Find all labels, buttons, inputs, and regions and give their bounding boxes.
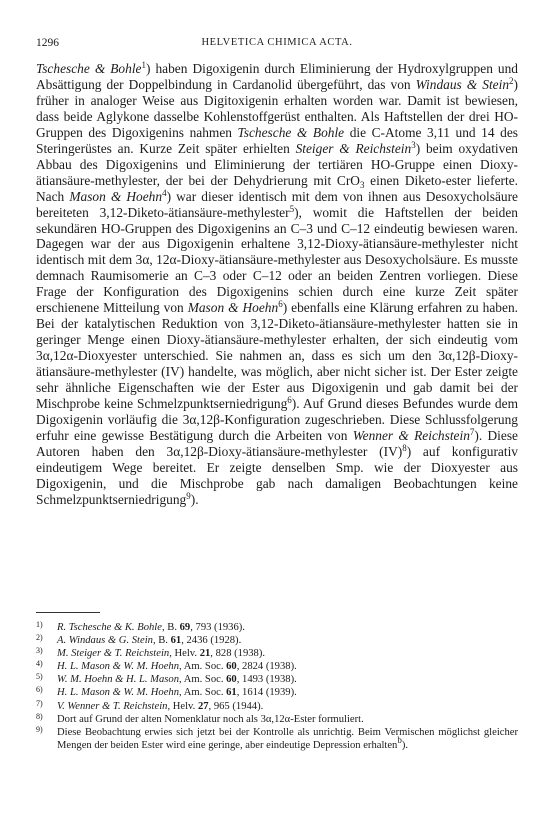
footnote-author: H. L. Mason & W. M. Hoehn [57, 687, 180, 699]
author-names: Steiger & Reichstein [295, 140, 412, 156]
body-text: ) war dieser identisch mit dem von ihnen aus Desoxycholsäure bereiteten 3,12-Diketo-ätiansäure-methylester [36, 188, 518, 220]
body-text: einen Diketo-ester lieferte. Nach [36, 172, 518, 204]
footnote-ref: 6 [287, 395, 292, 406]
footnote-journal: , Am. Soc. [179, 661, 227, 673]
footnote-author: A. Windaus & G. Stein [57, 635, 153, 647]
footnote-pages: , 2824 (1938). [236, 661, 297, 673]
footnote-list [36, 621, 518, 752]
author-names: Tschesche & Bohle [237, 124, 345, 140]
author-names: Windaus & Stein [415, 76, 510, 92]
footnote-journal: , Am. Soc. [179, 674, 227, 686]
footnote-ref: 7 [469, 426, 475, 437]
footnote-volume: 61 [170, 635, 182, 647]
footnote-ref: 4 [162, 187, 167, 198]
footnote-pages: , 793 (1936). [190, 622, 245, 633]
footnote-author: R. Tschesche & K. Bohle [57, 622, 162, 633]
body-text: die C-Atome 3,11 und 14 des Steringerüstes an. Kurze Zeit später erhielten [36, 124, 518, 156]
body-text: ) haben Digoxigenin durch Eliminierung der Hydroxylgruppen und Absättigung der Doppelbindung in Cardanolid übergeführt, das von [36, 61, 518, 92]
footnote-text: ). [401, 739, 409, 751]
footnote-pages: , 965 (1944). [208, 700, 264, 712]
footnote-journal: , Helv. [167, 700, 198, 712]
footnote-journal: , Helv. [169, 648, 200, 660]
body-text: ) auf konfigurativ eindeutigem Wege bereitet. Er zeigte denselben Smp. wie der Dioxyester aus Digoxigenin, und die Mischprobe gab nach damaligen Beobachtungen keine Schmelzpunktserniedrigung [36, 443, 519, 507]
body-text: ). Diese Autoren haben den 3α,12β-Dioxy-ätiansäure-methylester (IV) [36, 427, 518, 459]
footnote-volume: 61 [226, 687, 237, 699]
footnote-item: 3) M. Steiger & T. Reichstein, Helv. 21, 828 (1938). [36, 646, 266, 660]
footnote-volume: 60 [226, 674, 237, 686]
author-names: Tschesche & Bohle [36, 61, 142, 76]
body-paragraph [36, 61, 518, 508]
body-text: ), womit die Haftstellen der beiden sekundären HO-Gruppen des Digoxigenins an C–3 und C–12 eindeutig bewiesen waren. Dagegen war der aus Digoxigenin erhaltene 3,12-Dioxy-ätiansäure-methylester nicht identisch mit dem 3α, 12α-Dioxy-ätiansäure-methylester aus Desoxycholsäure. Es musste demnach Raumisomerie an C–3 oder C–12 oder an beiden Zentren vorliegen. Diese Frage der Konfiguration des Digoxigenins schien durch eine kurze Zeit später erschienene Mitteilung von [36, 204, 518, 316]
footnote-journal: , Am. Soc. [179, 687, 227, 699]
footnote-pages: , 1614 (1939). [236, 687, 297, 699]
footnote-item: 6) H. L. Mason & W. M. Hoehn, Am. Soc. 61, 1614 (1939). [36, 685, 297, 699]
body-text: ). [190, 491, 199, 507]
footnote-item: 2) A. Windaus & G. Stein, B. 61, 2436 (1928). [36, 633, 242, 647]
footnote-volume: 69 [179, 622, 191, 633]
footnote-author: H. L. Mason & W. M. Hoehn [57, 661, 180, 673]
footnote-text: Dort auf Grund der alten Nomenklatur noch als 3α,12α-Ester formuliert. [57, 713, 364, 725]
footnote-item: 4) H. L. Mason & W. M. Hoehn, Am. Soc. 60, 2824 (1938). [36, 659, 297, 673]
footnote-ref: 5 [289, 203, 295, 214]
body-text: ) ebenfalls eine Klärung erfahren zu haben. Bei der katalytischen Reduktion von 3,12-Diketo-ätiansäure-methylester hatten sie in geringer Menge einen Dioxy-ätiansäure-methylester erhalten, der sich eindeutig vom 3α,12α-Dioxyester unterschied. Sie nahmen an, dass es sich um den 3α,12β-Dioxy-ätiansäure-methylester (IV) handelte, was möglich, aber nicht sicher ist. Der Ester zeigte sehr ähnliche Eigenschaften wie der Ester aus Digoxigenin und gab damit bei der Mischprobe keine Schmelzpunktserniedrigung [36, 300, 518, 412]
footnote-item: 7) V. Wenner & T. Reichstein, Helv. 27, 965 (1944). [36, 698, 264, 712]
footnote-volume: 27 [197, 700, 209, 712]
footnote-ref: 6 [278, 299, 283, 310]
page-header [36, 37, 518, 53]
author-names: Wenner & Reichstein [352, 427, 470, 443]
footnote-item: 8) Dort auf Grund der alten Nomenklatur noch als 3α,12α-Ester formuliert. [36, 711, 364, 725]
footnote-ref: 9 [186, 490, 191, 501]
footnote-pages: , 828 (1938). [210, 648, 266, 660]
footnote-author: V. Wenner & T. Reichstein [57, 700, 168, 712]
footnote-ref: 3 [411, 139, 416, 150]
footnote-pages: , 1493 (1938). [236, 674, 297, 686]
author-names: Mason & Hoehn [69, 188, 163, 204]
footnote-ref: 2 [509, 75, 514, 86]
body-text: ) beim oxydativen Abbau des Digoxigenins und Eliminierung der tertiären HO-Gruppe einen Dioxy-ätiansäure-methylester, der bei der Dehydrierung mit CrO [36, 140, 518, 188]
running-head: HELVETICA CHIMICA ACTA. [201, 37, 353, 48]
footnote-journal: , B. [152, 635, 171, 647]
footnote-volume: 21 [199, 648, 211, 660]
footnote-item: 9) Diese Beobachtung erwies sich jetzt bei der Kontrolle als unrichtig. Beim Vermischen möglichst gleicher Mengen der beiden Ester wird eine geringe, aber eindeutige Depression erhalten$^b$). [36, 724, 518, 751]
footnote-item: 5) W. M. Hoehn & H. L. Mason, Am. Soc. 60, 1493 (1938). [36, 672, 297, 686]
footnote-author: W. M. Hoehn & H. L. Mason [57, 674, 180, 686]
body-text: ) früher in analoger Weise aus Digitoxigenin erhalten worden war. Damit ist bewiesen, dass beide Aglykone dasselbe Kohlenstoffgerüst enthalten. Als Haftstellen der drei HO-Gruppen des Digoxigenins nahmen [36, 76, 518, 140]
footnote-volume: 60 [226, 661, 237, 673]
footnote-rule [36, 612, 100, 613]
footnote-journal: , B. [161, 622, 180, 633]
body-text: ). Auf Grund dieses Befundes wurde dem Digoxigenin vorläufig die 3α,12β-Konfiguration zugeschrieben. Diese Schlussfolgerung erfuhr eine gewisse Bestätigung durch die Arbeiten von [36, 396, 518, 443]
author-names: Mason & Hoehn [187, 300, 279, 316]
footnote-ref: b [397, 734, 402, 745]
footnote-author: M. Steiger & T. Reichstein [57, 648, 170, 660]
subscript: 3 [359, 179, 365, 190]
footnote-item: 1) R. Tschesche & K. Bohle, B. 69, 793 (1936). [36, 620, 245, 633]
footnote-ref: 1 [141, 60, 146, 70]
page-number: 1296 [36, 37, 59, 49]
footnote-text: Diese Beobachtung erwies sich jetzt bei der Kontrolle als unrichtig. Beim Vermischen möglichst gleicher Mengen der beiden Ester wird eine geringe, aber eindeutige Depression erhalten [57, 726, 518, 751]
footnote-pages: , 2436 (1928). [181, 635, 242, 647]
footnote-ref: 8 [402, 442, 407, 453]
